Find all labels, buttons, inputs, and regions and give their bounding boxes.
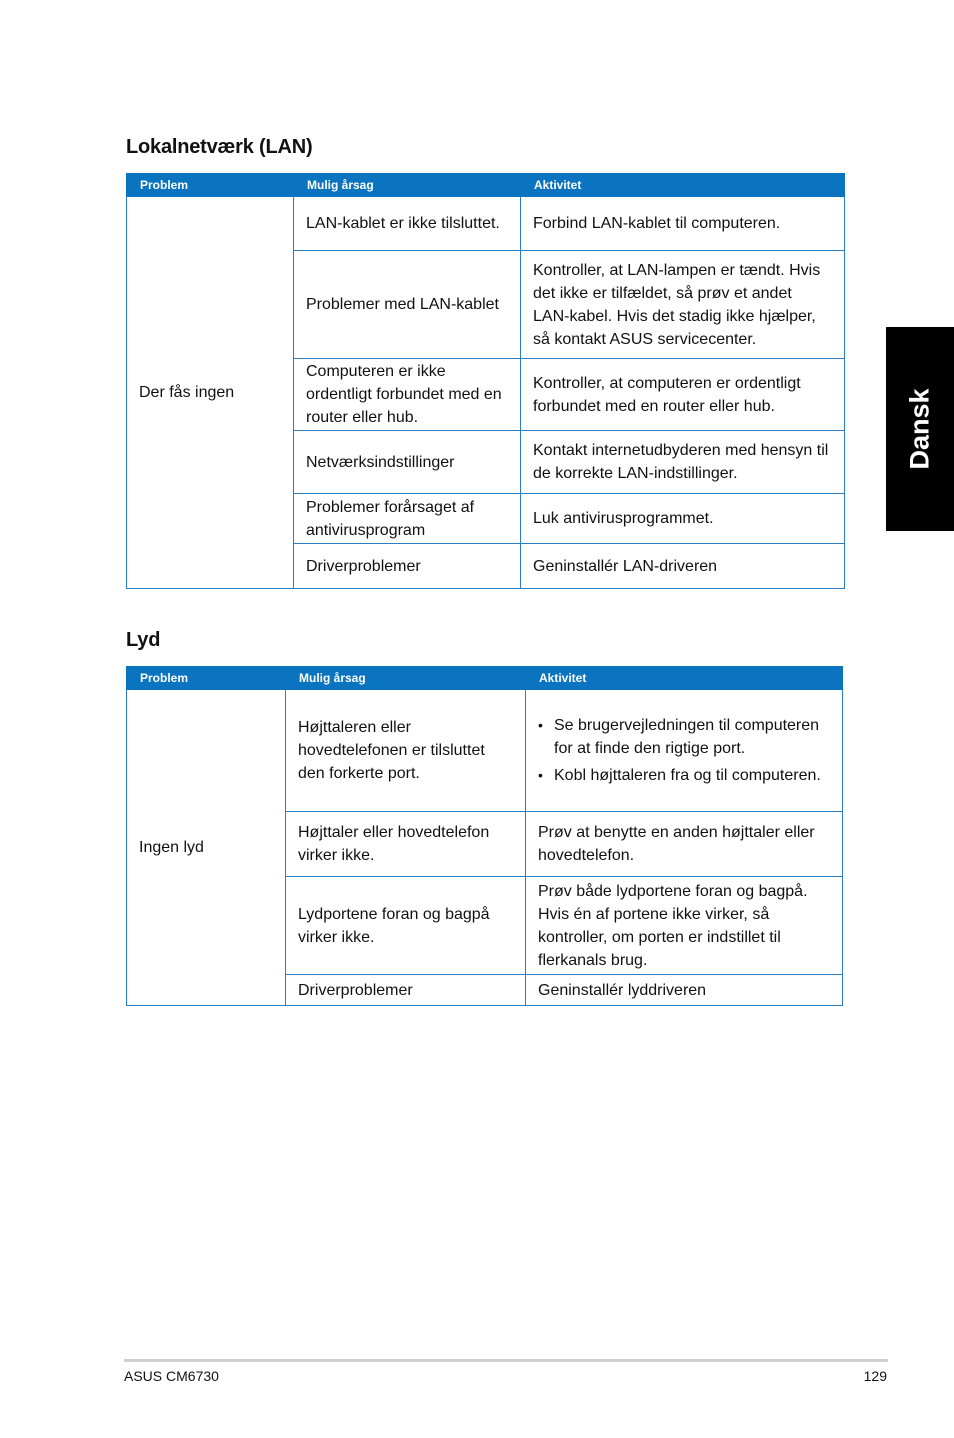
lyd-section-title: Lyd xyxy=(126,629,161,651)
cause-cell: Problemer forårsaget af antivirusprogram xyxy=(294,494,521,544)
action-cell: Kontroller, at LAN-lampen er tændt. Hvis det ikke er tilfældet, så prøv et andet LAN-kabel. Hvis det stadig ikke hjælper, så kontakt ASUS servicecenter. xyxy=(521,251,845,359)
header-problem: Problem xyxy=(127,667,286,690)
action-cell: Geninstallér LAN-driveren xyxy=(521,544,845,589)
cause-cell: Netværksindstillinger xyxy=(294,431,521,494)
action-cell: Forbind LAN-kablet til computeren. xyxy=(521,197,845,251)
header-cause: Mulig årsag xyxy=(286,667,526,690)
header-action: Aktivitet xyxy=(526,667,843,690)
action-cell: Prøv at benytte en anden højttaler eller hovedtelefon. xyxy=(526,812,843,877)
header-problem: Problem xyxy=(127,174,294,197)
cause-cell: Driverproblemer xyxy=(286,975,526,1006)
problem-cell: Der fås ingen xyxy=(127,197,294,589)
table-row xyxy=(127,197,845,251)
lan-troubleshooting-table xyxy=(126,173,845,589)
cause-cell: LAN-kablet er ikke tilsluttet. xyxy=(294,197,521,251)
lan-section-title: Lokalnetværk (LAN) xyxy=(126,136,313,158)
table-header-row xyxy=(127,667,843,690)
cause-cell: Driverproblemer xyxy=(294,544,521,589)
action-cell: Geninstallér lyddriveren xyxy=(526,975,843,1006)
footer-divider xyxy=(124,1359,888,1362)
action-cell: Prøv både lydportene foran og bagpå. Hvis én af portene ikke virker, så kontroller, om porten er indstillet til flerkanals brug. xyxy=(526,877,843,975)
footer-model: ASUS CM6730 xyxy=(124,1368,219,1384)
table-row xyxy=(127,690,843,812)
cause-cell: Problemer med LAN-kablet xyxy=(294,251,521,359)
language-side-tab xyxy=(886,327,954,531)
list-item: • Kobl højttaleren fra og til computeren. xyxy=(538,764,830,787)
action-bullet-list xyxy=(538,714,830,787)
header-action: Aktivitet xyxy=(521,174,845,197)
table-header-row xyxy=(127,174,845,197)
cause-cell: Højttaleren eller hovedtelefonen er tilsluttet den forkerte port. xyxy=(286,690,526,812)
cause-cell: Computeren er ikke ordentligt forbundet med en router eller hub. xyxy=(294,359,521,431)
action-cell: Kontroller, at computeren er ordentligt forbundet med en router eller hub. xyxy=(521,359,845,431)
header-cause: Mulig årsag xyxy=(294,174,521,197)
list-item: • Se brugervejledningen til computeren for at finde den rigtige port. xyxy=(538,714,830,760)
page-number: 129 xyxy=(863,1368,887,1384)
action-cell xyxy=(526,690,843,812)
problem-cell: Ingen lyd xyxy=(127,690,286,1006)
action-cell: Luk antivirusprogrammet. xyxy=(521,494,845,544)
cause-cell: Højttaler eller hovedtelefon virker ikke. xyxy=(286,812,526,877)
cause-cell: Lydportene foran og bagpå virker ikke. xyxy=(286,877,526,975)
action-cell: Kontakt internetudbyderen med hensyn til de korrekte LAN-indstillinger. xyxy=(521,431,845,494)
side-tab-label: Dansk xyxy=(904,388,935,470)
lyd-troubleshooting-table xyxy=(126,666,843,1006)
